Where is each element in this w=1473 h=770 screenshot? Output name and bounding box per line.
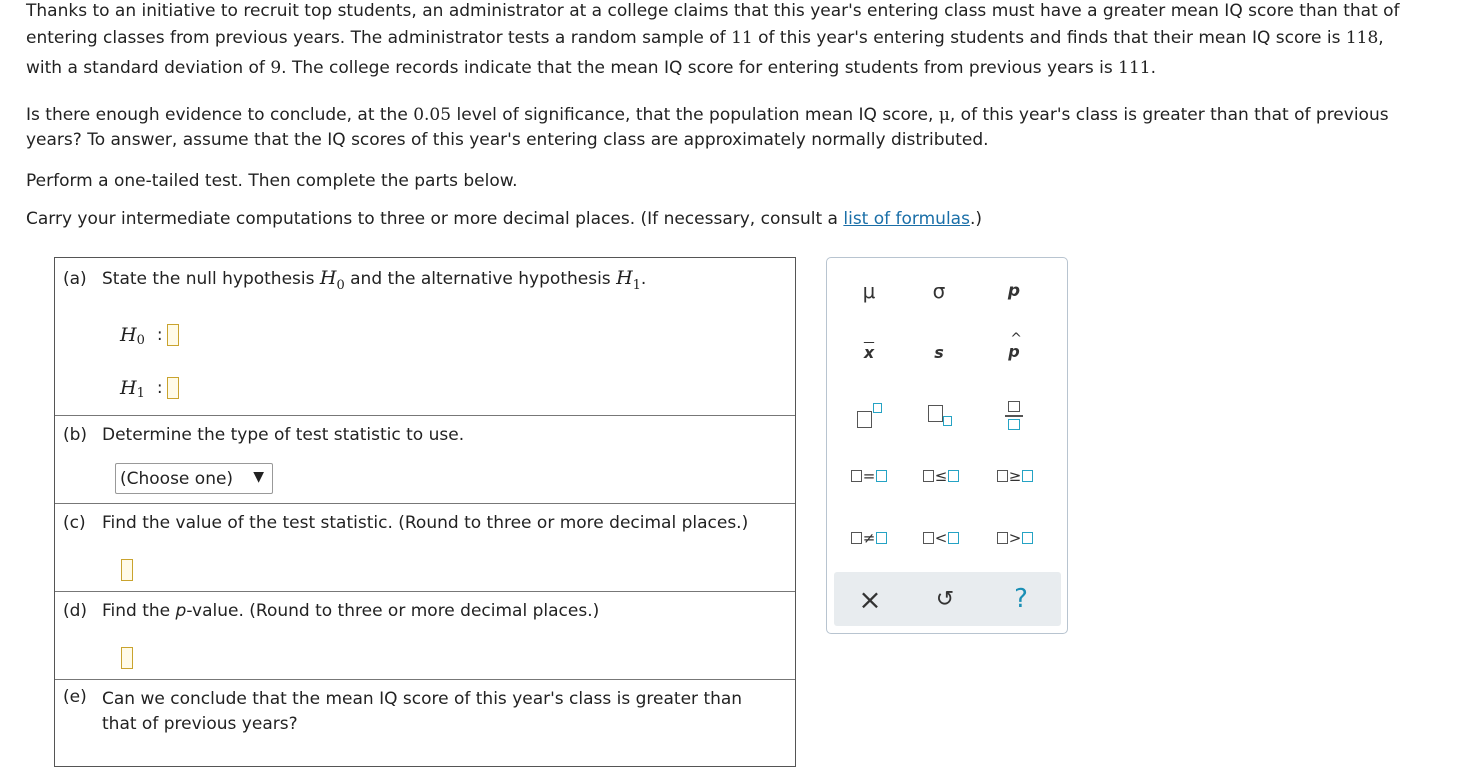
phat-button[interactable]	[984, 332, 1044, 372]
subscript-box	[943, 416, 952, 426]
part-b-prompt	[63, 425, 464, 445]
alt-hypothesis-input[interactable]	[167, 377, 179, 399]
problem-text: .	[1150, 58, 1157, 78]
subscript: 0	[336, 278, 345, 293]
h1-symbol: H	[616, 267, 633, 289]
significance-level: 0.05	[413, 105, 452, 125]
part-label: (a)	[63, 269, 87, 289]
s-button[interactable]	[909, 332, 969, 372]
part-a-prompt	[63, 267, 647, 293]
subscript: 1	[136, 385, 145, 401]
numerator-box	[1008, 401, 1020, 412]
clear-button[interactable]	[840, 579, 900, 619]
xbar-icon: $\overline{x}$	[863, 342, 875, 362]
select-value: (Choose one)	[120, 468, 234, 489]
less-than-button[interactable]	[911, 518, 971, 558]
right-box	[876, 470, 887, 482]
part-label: (c)	[63, 513, 86, 533]
part-c-prompt	[63, 513, 748, 533]
prompt-text: that of previous years?	[102, 714, 298, 734]
equals-icon	[851, 467, 888, 485]
prompt-text: -value. (Round to three or more decimal places.)	[186, 601, 600, 621]
prompt-text: Find the value of the test statistic. (Round to three or more decimal places.)	[102, 513, 749, 533]
p-italic: p	[175, 601, 187, 621]
greater-than-icon	[997, 529, 1034, 547]
question-text: level of significance, that the population mean IQ score,	[451, 105, 939, 125]
base-box	[857, 411, 872, 428]
greater-equal-button[interactable]	[985, 456, 1045, 496]
part-label: (d)	[63, 601, 88, 621]
p-button[interactable]	[984, 271, 1044, 311]
greater-than-button[interactable]	[985, 518, 1045, 558]
exponent-box	[873, 403, 882, 413]
prompt-text: Determine the type of test statistic to use.	[102, 425, 465, 445]
question-statement	[26, 102, 1466, 152]
not-equal-icon	[851, 529, 888, 547]
p-letter: p	[1008, 342, 1020, 361]
not-equal-button[interactable]	[839, 518, 899, 558]
part-a	[55, 258, 795, 416]
prompt-text: and the alternative hypothesis	[344, 269, 617, 289]
problem-text: with a standard deviation of	[26, 58, 271, 78]
problem-statement	[26, 0, 1466, 82]
subscript: 1	[632, 278, 641, 293]
prompt-text: Find the	[102, 601, 176, 621]
part-label-e	[63, 687, 102, 707]
subscript-button[interactable]	[909, 396, 969, 436]
problem-text: entering classes from previous years. The administrator tests a random sample of	[26, 28, 732, 48]
palette-action-bar	[834, 572, 1061, 626]
fraction-icon	[1004, 400, 1024, 432]
symbol-palette	[826, 257, 1068, 634]
test-statistic-input[interactable]	[121, 559, 133, 581]
mu-icon: μ	[862, 279, 876, 303]
sample-std-dev: 9	[270, 58, 282, 78]
sigma-button[interactable]	[909, 271, 969, 311]
help-button[interactable]	[991, 579, 1051, 619]
question-table	[54, 257, 796, 767]
problem-text: ,	[1378, 28, 1384, 48]
previous-mean: 111	[1118, 58, 1151, 78]
greater-equal-icon	[997, 467, 1034, 485]
right-box	[948, 470, 959, 482]
dropdown-arrow-icon: ▼	[253, 469, 264, 485]
h0-symbol: H	[319, 267, 337, 289]
fraction-bar	[1005, 415, 1023, 417]
close-icon: ×	[858, 582, 882, 616]
test-statistic-select[interactable]	[115, 463, 273, 494]
mu-button[interactable]	[839, 271, 899, 311]
left-box	[997, 532, 1008, 544]
superscript-icon	[853, 403, 885, 429]
left-box	[923, 470, 934, 482]
question-text: Is there enough evidence to conclude, at the	[26, 105, 414, 125]
operator: =	[862, 467, 876, 485]
part-d-prompt	[63, 601, 599, 621]
colon: :	[156, 378, 163, 398]
p-value-input[interactable]	[121, 647, 133, 669]
right-box	[876, 532, 887, 544]
fraction-button[interactable]	[984, 396, 1044, 436]
prompt-text: .	[640, 269, 647, 289]
instruction-text: Carry your intermediate computations to three or more decimal places. (If necessary, consult a	[26, 209, 844, 229]
part-e-prompt	[102, 687, 742, 737]
xbar-button[interactable]	[839, 332, 899, 372]
problem-text: of this year's entering students and finds that their mean IQ score is	[752, 28, 1346, 48]
prompt-text: Can we conclude that the mean IQ score of this year's class is greater than	[102, 689, 743, 709]
question-text: , of this year's class is greater than that of previous	[949, 105, 1389, 125]
less-equal-icon	[923, 467, 960, 485]
base-box	[928, 405, 943, 422]
instruction-text: .)	[969, 209, 982, 229]
part-label: (e)	[63, 687, 87, 707]
less-than-icon	[923, 529, 960, 547]
superscript-button[interactable]	[839, 396, 899, 436]
sigma-icon: σ	[932, 279, 946, 303]
prompt-text: State the null hypothesis	[102, 269, 320, 289]
h1-label: H	[120, 377, 137, 399]
right-box	[948, 532, 959, 544]
phat-icon	[1008, 331, 1022, 362]
operator: ≥	[1008, 467, 1022, 485]
formulas-link[interactable]: list of formulas	[843, 209, 970, 229]
less-equal-button[interactable]	[911, 456, 971, 496]
part-d	[55, 592, 795, 680]
operator: >	[1008, 529, 1022, 547]
alt-hypothesis-row	[120, 377, 179, 399]
subscript-icon	[923, 403, 955, 429]
part-c	[55, 504, 795, 592]
null-hypothesis-row	[120, 324, 179, 346]
problem-text: . The college records indicate that the mean IQ score for entering students from previous years is	[281, 58, 1119, 78]
p-icon: p	[1007, 281, 1021, 301]
left-box	[923, 532, 934, 544]
operator: ≠	[862, 529, 876, 547]
right-box	[1022, 532, 1033, 544]
operator: <	[934, 529, 948, 547]
equals-button[interactable]	[839, 456, 899, 496]
problem-line-1: Thanks to an initiative to recruit top students, an administrator at a college claims that this year's entering class must have a greater mean IQ score than that of	[26, 1, 1400, 21]
mu-symbol: μ	[938, 105, 950, 125]
left-box	[851, 470, 862, 482]
undo-icon: ↺	[935, 586, 955, 612]
denominator-box	[1008, 419, 1020, 430]
question-text: years? To answer, assume that the IQ scores of this year's entering class are approximately normally distributed.	[26, 130, 989, 150]
null-hypothesis-input[interactable]	[167, 324, 179, 346]
undo-button[interactable]	[915, 579, 975, 619]
instruction-carry	[26, 206, 982, 232]
right-box	[1022, 470, 1033, 482]
colon: :	[156, 325, 163, 345]
part-b	[55, 416, 795, 504]
help-icon: ?	[1014, 584, 1028, 614]
part-label: (b)	[63, 425, 88, 445]
part-e	[55, 680, 795, 770]
s-icon: s	[934, 342, 944, 362]
sample-mean: 118	[1345, 28, 1379, 48]
subscript: 0	[136, 332, 145, 348]
sample-size: 11	[731, 28, 753, 48]
left-box	[851, 532, 862, 544]
hat-mark: ^	[1010, 331, 1022, 347]
operator: ≤	[934, 467, 948, 485]
left-box	[997, 470, 1008, 482]
instruction-one-tailed: Perform a one-tailed test. Then complete the parts below.	[26, 171, 518, 191]
h0-label: H	[120, 324, 137, 346]
